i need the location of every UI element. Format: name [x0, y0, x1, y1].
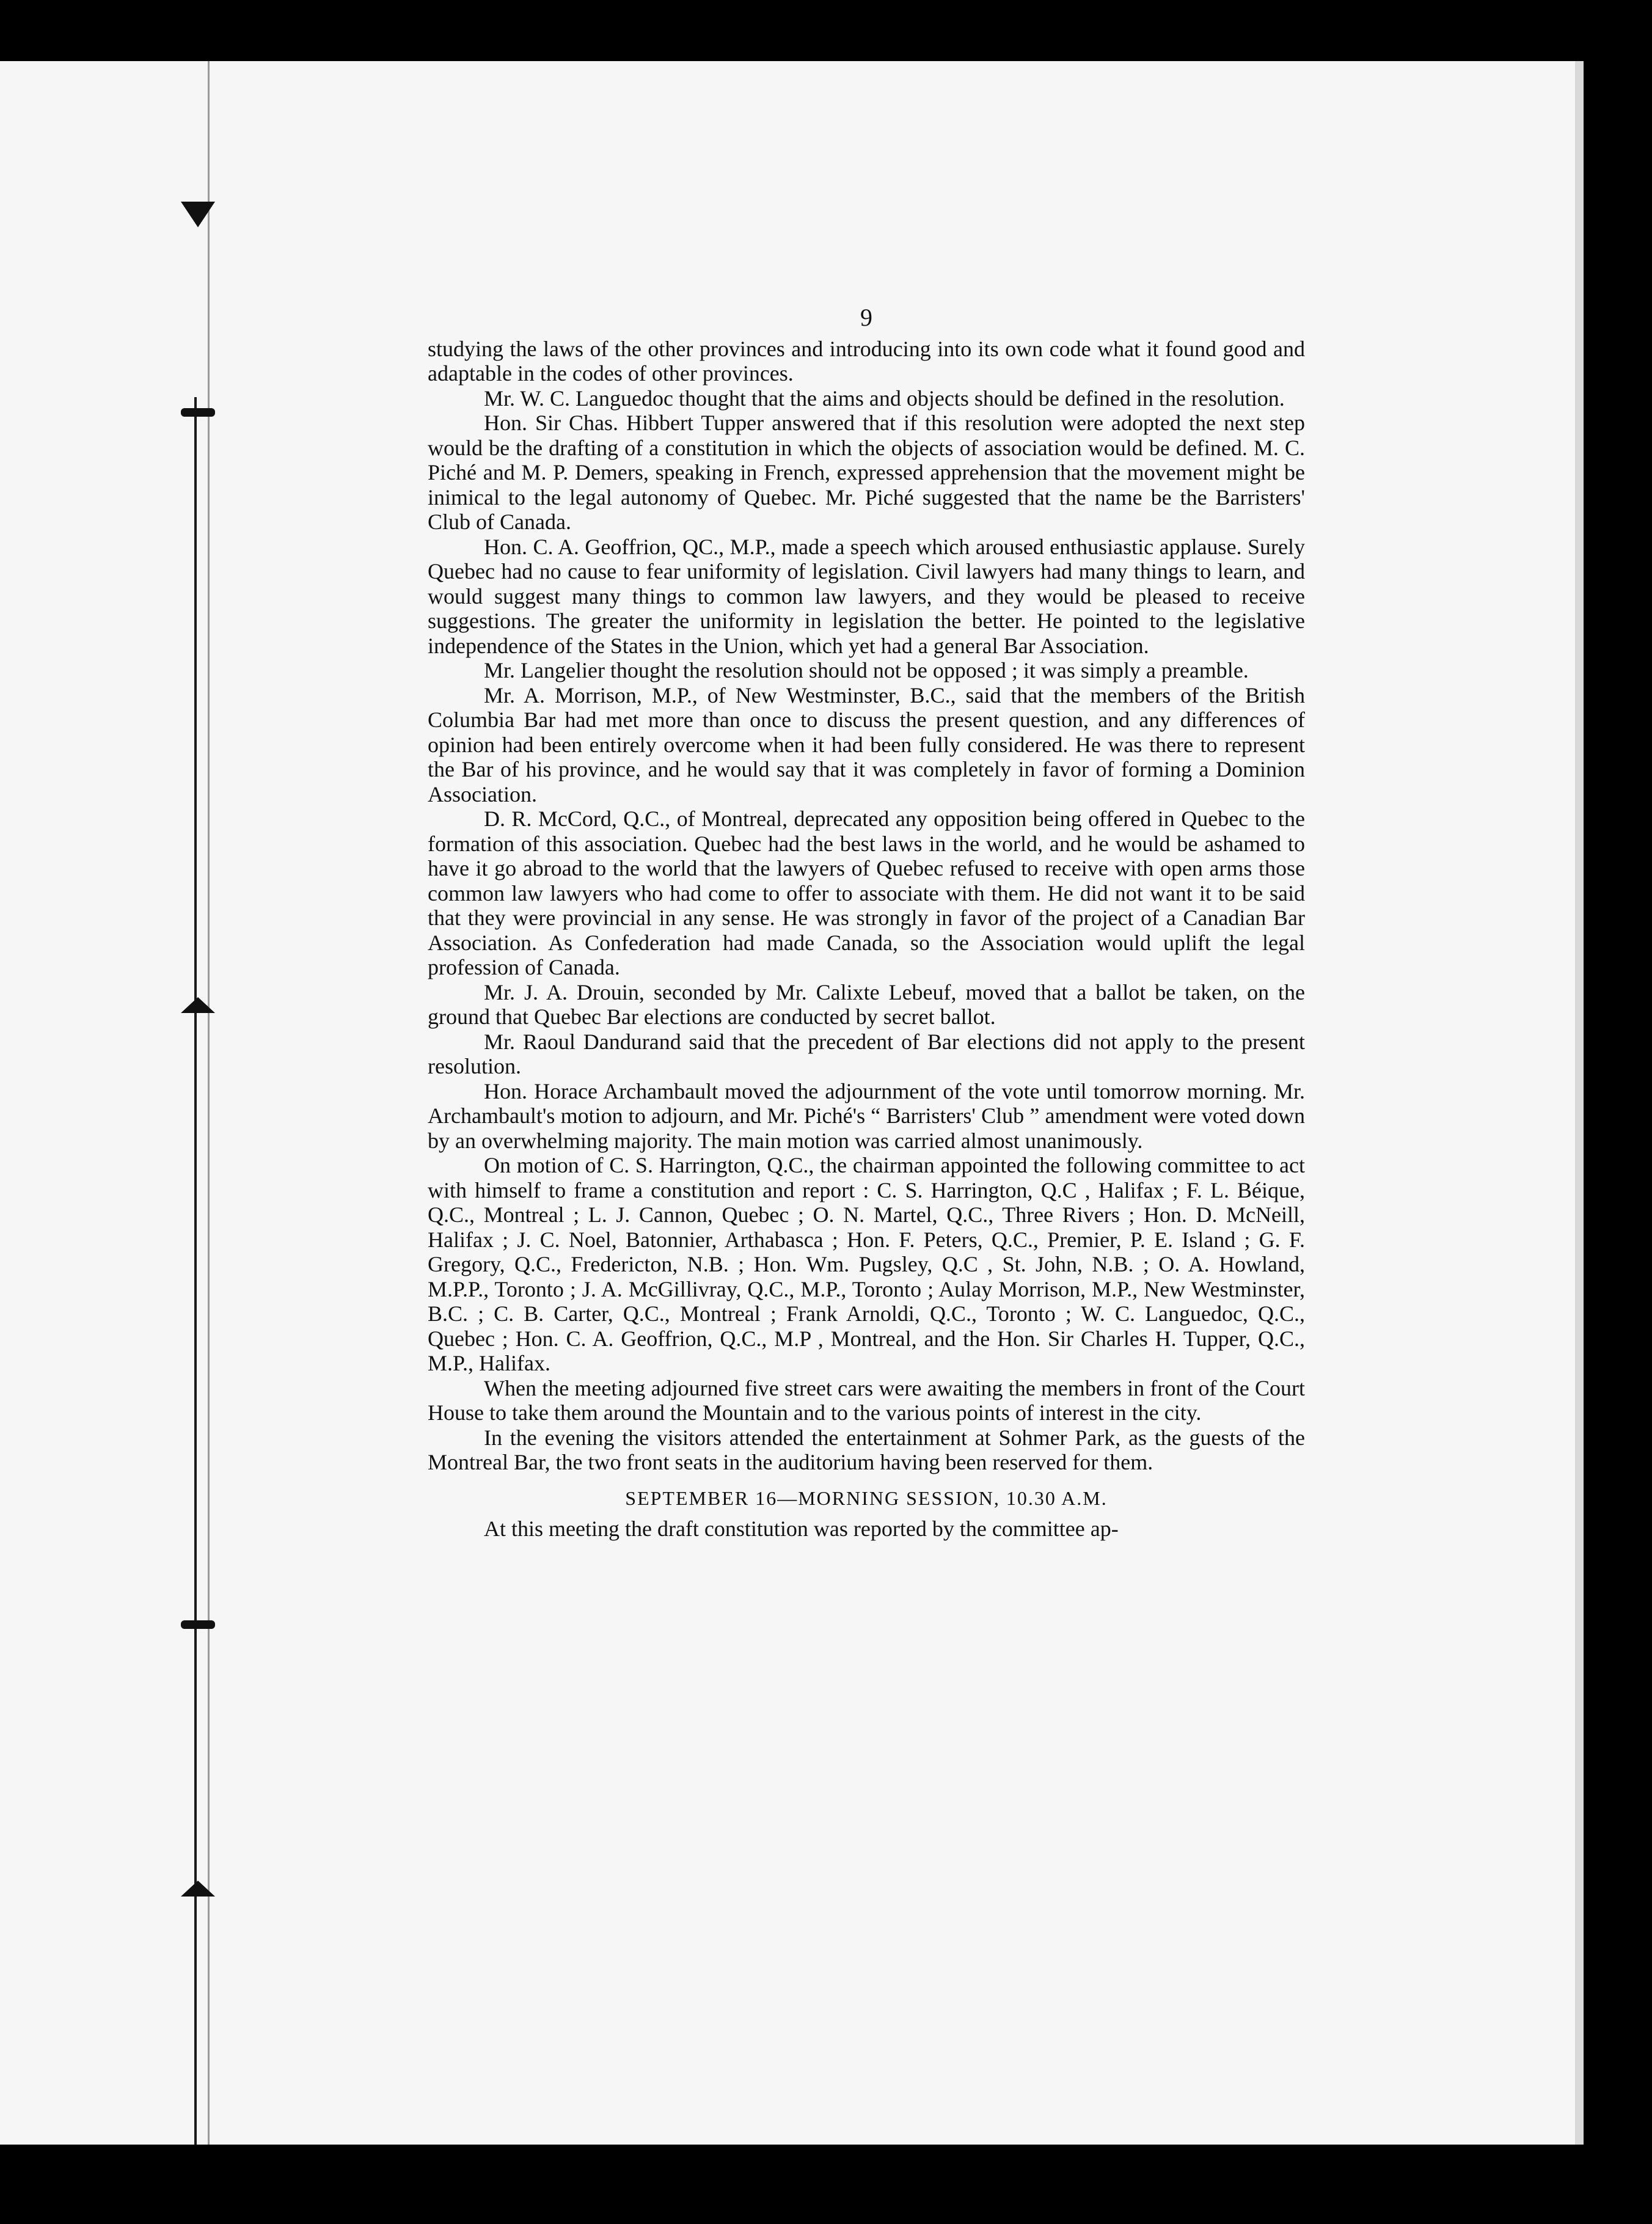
- paragraph: Mr. Langelier thought the resolution should not be opposed ; it was simply a preamble.: [484, 658, 1249, 682]
- paragraph: In the evening the visitors attended the entertainment at Sohmer Park, as the guests of the Montreal Bar, the two front seats in the auditorium having been reserved for them.: [428, 1425, 1305, 1474]
- paragraph: Mr. Raoul Dandurand said that the precedent of Bar elections did not apply to the present resolution.: [428, 1029, 1305, 1078]
- paragraph: Mr. W. C. Languedoc thought that the aims and objects should be defined in the resolution.: [484, 386, 1285, 411]
- paragraph: D. R. McCord, Q.C., of Montreal, deprecated any opposition being offered in Quebec to the formation of this association. Quebec had the best laws in the world, and he would be ashamed to have it go abroad to the world that the lawyers of Quebec refused to receive with open arms those common law lawyers who had come to offer to associate with them. He did not want it to be said that they were provincial in any sense. He was strongly in favor of the project of a Canadian Bar Association. As Confederation had made Canada, so the Association would uplift the legal profession of Canada.: [428, 807, 1305, 979]
- paragraph: Mr. J. A. Drouin, seconded by Mr. Calixte Lebeuf, moved that a ballot be taken, on the ground that Quebec Bar elections are conducted by secret ballot.: [428, 979, 1305, 1029]
- paragraph: At this meeting the draft constitution was reported by the committee ap-: [484, 1516, 1119, 1541]
- binding-mark: [181, 997, 215, 1013]
- page-body: [428, 305, 1305, 1542]
- page-number: 9: [860, 304, 872, 331]
- paragraph: Hon. Sir Chas. Hibbert Tupper answered that if this resolution were adopted the next step would be the drafting of a constitution in which the objects of association would be defined. M. C. Piché and M. P. Demers, speaking in French, expressed apprehension that the movement might be inimical to the legal autonomy of Quebec. Mr. Piché suggested that the name be the Barristers' Club of Canada.: [428, 411, 1305, 534]
- paragraph: Hon. C. A. Geoffrion, QC., M.P., made a speech which aroused enthusiastic applause. Surely Quebec had no cause to fear uniformity of legislation. Civil lawyers had many things to learn, and would suggest many things to common law lawyers, and they would be pleased to receive suggestions. The greater the uniformity in legislation the better. He pointed to the legislative independence of the States in the Union, which yet had a general Bar Association.: [428, 534, 1305, 658]
- paragraph: When the meeting adjourned five street cars were awaiting the members in front of the Court House to take them around the Mountain and to the various points of interest in the city.: [428, 1375, 1305, 1425]
- binding-mark: [181, 202, 215, 227]
- section-heading: SEPTEMBER 16—MORNING SESSION, 10.30 A.M.: [625, 1487, 1108, 1509]
- binding-mark: [181, 1620, 215, 1629]
- paragraph: Hon. Horace Archambault moved the adjournment of the vote until tomorrow morning. Mr. Archambault's motion to adjourn, and Mr. Piché's “ Barristers' Club ” amendment were voted down by an overwhelming majority. The main motion was carried almost unanimously.: [428, 1078, 1305, 1153]
- binding-mark: [181, 1881, 215, 1897]
- paragraph: studying the laws of the other provinces and introducing into its own code what it found good and adaptable in the codes of other provinces.: [428, 336, 1305, 386]
- binding-mark: [181, 408, 215, 417]
- paragraph: On motion of C. S. Harrington, Q.C., the chairman appointed the following committee to act with himself to frame a constitution and report : C. S. Harrington, Q.C , Halifax ; F. L. Béique, Q.C., Montreal ; L. J. Cannon, Quebec ; O. N. Martel, Q.C., Three Rivers ; Hon. D. McNeill, Halifax ; J. C. Noel, Batonnier, Arthabasca ; Hon. F. Peters, Q.C., Premier, P. E. Island ; G. F. Gregory, Q.C., Fredericton, N.B. ; Hon. Wm. Pugsley, Q.C , St. John, N.B. ; O. A. Howland, M.P.P., Toronto ; J. A. McGillivray, Q.C., M.P., Toronto ; Aulay Morrison, M.P., New Westminster, B.C. ; C. B. Carter, Q.C., Montreal ; Frank Arnoldi, Q.C., Toronto ; W. C. Languedoc, Q.C., Quebec ; Hon. C. A. Geoffrion, Q.C., M.P , Montreal, and the Hon. Sir Charles H. Tupper, Q.C., M.P., Halifax.: [428, 1153, 1305, 1375]
- binding-edge: [208, 61, 210, 2145]
- paragraph: Mr. A. Morrison, M.P., of New Westminster, B.C., said that the members of the British Columbia Bar had met more than once to discuss the present question, and any differences of opinion had been entirely overcome when it had been fully considered. He was there to represent the Bar of his province, and he would say that it was completely in favor of forming a Dominion Association.: [428, 682, 1305, 807]
